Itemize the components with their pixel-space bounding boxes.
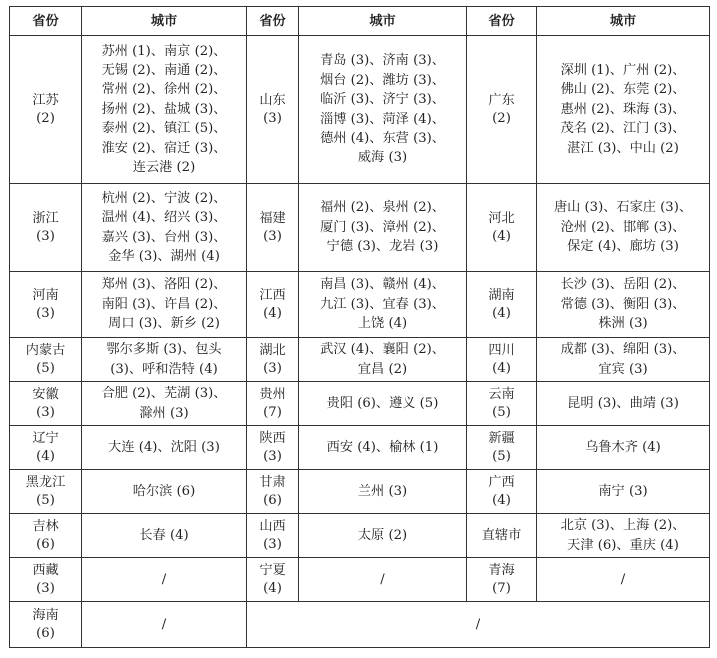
city-line: 湛江 (3)、中山 (2) <box>567 140 679 156</box>
province-name: 河南 <box>32 287 59 303</box>
city-cell <box>537 514 710 558</box>
city-line: 哈尔滨 (6) <box>132 483 196 499</box>
city-line: 株洲 (3) <box>598 316 648 332</box>
province-count: (3) <box>263 448 282 464</box>
province-name: 浙江 <box>32 210 59 226</box>
province-count: (3) <box>263 360 282 376</box>
province-cell <box>10 36 82 184</box>
province-name: 贵州 <box>259 386 286 402</box>
province-name: 河北 <box>488 210 515 226</box>
province-cell <box>467 184 537 272</box>
province-cell <box>247 426 299 470</box>
province-cell <box>467 426 537 470</box>
city-cell <box>537 558 710 602</box>
table-row <box>10 602 710 648</box>
province-name: 广东 <box>488 92 515 108</box>
province-name: 陕西 <box>259 430 286 446</box>
province-name: 湖南 <box>488 287 515 303</box>
city-cell <box>299 184 467 272</box>
city-cell <box>299 470 467 514</box>
city-line: 大连 (4)、沈阳 (3) <box>108 439 220 455</box>
city-line: 长春 (4) <box>139 527 189 543</box>
city-cell <box>537 382 710 426</box>
province-count: (3) <box>36 228 55 244</box>
city-line: 烟台 (2)、潍坊 (3)、 <box>320 72 445 88</box>
table-row <box>10 382 710 426</box>
city-cell <box>82 382 247 426</box>
city-line: / <box>620 571 626 587</box>
header-city-3: 城市 <box>537 7 710 36</box>
city-cell <box>82 470 247 514</box>
city-line: 威海 (3) <box>357 150 408 166</box>
province-count: (3) <box>263 110 282 126</box>
province-name: 山西 <box>259 518 286 534</box>
province-cell <box>247 338 299 382</box>
province-name: 新疆 <box>488 430 515 446</box>
table-row <box>10 558 710 602</box>
province-count: (4) <box>492 360 511 376</box>
province-count: (6) <box>36 625 55 641</box>
province-count: (4) <box>492 492 511 508</box>
province-name: 宁夏 <box>259 562 286 578</box>
city-cell <box>82 602 247 648</box>
province-cell <box>247 184 299 272</box>
city-cell <box>537 426 710 470</box>
table-row <box>10 272 710 338</box>
province-count: (2) <box>36 110 55 126</box>
city-line: 武汉 (4)、襄阳 (2)、 <box>320 342 445 358</box>
city-line: 宜宾 (3) <box>598 361 648 377</box>
city-cell <box>82 184 247 272</box>
header-row <box>10 7 710 36</box>
city-line: 南昌 (3)、赣州 (4)、 <box>320 277 445 293</box>
province-city-table <box>9 6 710 648</box>
province-cell <box>10 272 82 338</box>
city-line: / <box>161 616 167 632</box>
city-line: 郑州 (3)、洛阳 (2)、 <box>101 277 227 293</box>
city-line: 厦门 (3)、漳州 (2)、 <box>320 219 445 235</box>
header-city-2: 城市 <box>299 7 467 36</box>
province-name: 湖北 <box>259 342 286 358</box>
province-cell <box>467 36 537 184</box>
city-line: 扬州 (2)、盐城 (3)、 <box>101 101 227 117</box>
city-line: 福州 (2)、泉州 (2)、 <box>320 200 445 216</box>
city-line: 周口 (3)、新乡 (2) <box>108 316 220 332</box>
city-line: 沧州 (2)、邯郸 (3)、 <box>560 219 686 235</box>
city-line: 太原 (2) <box>357 527 408 543</box>
province-cell <box>247 382 299 426</box>
province-count: (4) <box>492 228 511 244</box>
city-line: 常州 (2)、徐州 (2)、 <box>101 82 227 98</box>
city-cell <box>82 272 247 338</box>
province-name: 广西 <box>488 474 515 490</box>
city-cell <box>299 426 467 470</box>
province-name: 四川 <box>488 342 515 358</box>
table-row <box>10 426 710 470</box>
province-cell <box>247 36 299 184</box>
province-cell <box>10 426 82 470</box>
city-line: (3)、呼和浩特 (4) <box>110 361 218 377</box>
city-line: 临沂 (3)、济宁 (3)、 <box>320 92 445 108</box>
city-cell <box>82 36 247 184</box>
province-count: (4) <box>492 305 511 321</box>
province-count: (7) <box>492 580 511 596</box>
city-line: 天津 (6)、重庆 (4) <box>567 537 679 553</box>
province-count: (5) <box>492 448 511 464</box>
city-line: 温州 (4)、绍兴 (3)、 <box>101 210 227 226</box>
city-line: 金华 (3)、湖州 (4) <box>108 248 220 264</box>
province-cell <box>467 558 537 602</box>
province-city-table-container <box>9 6 710 648</box>
province-count: (6) <box>263 492 282 508</box>
city-cell <box>299 338 467 382</box>
city-cell <box>537 470 710 514</box>
province-name: 辽宁 <box>32 430 59 446</box>
city-line: 上饶 (4) <box>357 316 408 332</box>
province-cell <box>10 602 82 648</box>
province-count: (2) <box>492 110 511 126</box>
city-line: 鄂尔多斯 (3)、包头 <box>106 342 222 358</box>
province-count: (3) <box>263 536 282 552</box>
city-cell <box>82 558 247 602</box>
city-line: 泰州 (2)、镇江 (5)、 <box>101 121 227 137</box>
city-line: 宁德 (3)、龙岩 (3) <box>326 239 439 255</box>
province-name: 云南 <box>488 386 515 402</box>
province-cell <box>467 470 537 514</box>
province-cell <box>467 382 537 426</box>
province-name: 海南 <box>32 607 59 623</box>
city-line: 保定 (4)、廊坊 (3) <box>567 239 679 255</box>
city-cell <box>82 338 247 382</box>
city-line: 无锡 (2)、南通 (2)、 <box>101 62 227 78</box>
province-count: (5) <box>36 360 55 376</box>
city-line: 德州 (4)、东营 (3)、 <box>320 130 445 146</box>
city-line: 合肥 (2)、芜湖 (3)、 <box>101 386 227 402</box>
city-line: 昆明 (3)、曲靖 (3) <box>567 395 679 411</box>
province-count: (3) <box>263 228 282 244</box>
province-cell <box>10 184 82 272</box>
province-cell <box>467 272 537 338</box>
city-line: 深圳 (1)、广州 (2)、 <box>560 62 686 78</box>
merged-empty-cell <box>247 602 710 648</box>
province-count: (4) <box>36 448 55 464</box>
province-name: 内蒙古 <box>25 342 66 358</box>
province-name: 甘肃 <box>259 474 286 490</box>
province-cell <box>247 514 299 558</box>
city-line: 滁州 (3) <box>139 405 189 421</box>
city-line: 乌鲁木齐 (4) <box>585 439 661 455</box>
city-cell <box>299 382 467 426</box>
city-line: 淄博 (3)、菏泽 (4)、 <box>320 111 445 127</box>
province-cell <box>247 470 299 514</box>
city-line: 连云港 (2) <box>132 160 196 176</box>
city-cell <box>537 338 710 382</box>
province-cell <box>247 272 299 338</box>
city-cell <box>537 272 710 338</box>
header-province-1: 省份 <box>10 7 82 36</box>
city-line: 北京 (3)、上海 (2)、 <box>560 518 686 534</box>
city-line: 兰州 (3) <box>357 483 408 499</box>
city-line: 青岛 (3)、济南 (3)、 <box>320 53 445 69</box>
city-line: / <box>161 571 167 587</box>
province-name: 山东 <box>259 92 286 108</box>
province-name: 黑龙江 <box>25 474 66 490</box>
header-city-1: 城市 <box>82 7 247 36</box>
province-cell <box>10 514 82 558</box>
province-cell <box>10 470 82 514</box>
province-name: 西藏 <box>32 562 59 578</box>
province-count: (3) <box>36 404 55 420</box>
province-count: (4) <box>263 580 282 596</box>
header-province-3: 省份 <box>467 7 537 36</box>
province-count: (3) <box>36 305 55 321</box>
province-cell <box>10 382 82 426</box>
city-line: 佛山 (2)、东莞 (2)、 <box>560 82 686 98</box>
province-cell <box>467 338 537 382</box>
city-cell <box>299 558 467 602</box>
province-name: 江西 <box>259 287 286 303</box>
city-line: 嘉兴 (3)、台州 (3)、 <box>101 229 227 245</box>
city-line: 杭州 (2)、宁波 (2)、 <box>101 190 227 206</box>
table-row <box>10 470 710 514</box>
province-name: 青海 <box>488 562 515 578</box>
city-line: 成都 (3)、绵阳 (3)、 <box>560 342 686 358</box>
province-cell <box>10 558 82 602</box>
province-name: 吉林 <box>32 518 59 534</box>
city-cell <box>537 184 710 272</box>
province-name: 江苏 <box>32 92 59 108</box>
province-cell <box>467 514 537 558</box>
city-cell <box>299 272 467 338</box>
city-line: 南阳 (3)、许昌 (2)、 <box>101 296 227 312</box>
province-cell <box>10 338 82 382</box>
city-line: / <box>475 616 481 632</box>
city-line: 贵阳 (6)、遵义 (5) <box>326 395 439 411</box>
city-line: 唐山 (3)、石家庄 (3)、 <box>553 200 693 216</box>
province-count: (5) <box>36 492 55 508</box>
city-cell <box>537 36 710 184</box>
city-line: 长沙 (3)、岳阳 (2)、 <box>560 277 686 293</box>
table-row <box>10 184 710 272</box>
header-province-2: 省份 <box>247 7 299 36</box>
city-cell <box>82 426 247 470</box>
province-count: (5) <box>492 404 511 420</box>
table-row <box>10 514 710 558</box>
city-cell <box>82 514 247 558</box>
city-line: 常德 (3)、衡阳 (3)、 <box>560 296 686 312</box>
city-line: 九江 (3)、宜春 (3)、 <box>320 296 445 312</box>
city-line: 淮安 (2)、宿迁 (3)、 <box>101 140 227 156</box>
city-line: 宜昌 (2) <box>357 361 408 377</box>
city-line: 茂名 (2)、江门 (3)、 <box>560 121 686 137</box>
city-line: / <box>380 571 385 587</box>
province-name: 直辖市 <box>481 527 522 543</box>
province-count: (3) <box>36 580 55 596</box>
city-cell <box>299 36 467 184</box>
city-line: 西安 (4)、榆林 (1) <box>326 439 439 455</box>
province-count: (6) <box>36 536 55 552</box>
province-name: 安徽 <box>32 386 59 402</box>
table-row <box>10 36 710 184</box>
table-body <box>10 36 710 648</box>
table-row <box>10 338 710 382</box>
province-cell <box>247 558 299 602</box>
city-line: 惠州 (2)、珠海 (3)、 <box>560 101 686 117</box>
city-cell <box>299 514 467 558</box>
city-line: 南宁 (3) <box>598 483 648 499</box>
city-line: 苏州 (1)、南京 (2)、 <box>101 43 227 59</box>
province-name: 福建 <box>259 210 286 226</box>
province-count: (4) <box>263 305 282 321</box>
province-count: (7) <box>263 404 282 420</box>
